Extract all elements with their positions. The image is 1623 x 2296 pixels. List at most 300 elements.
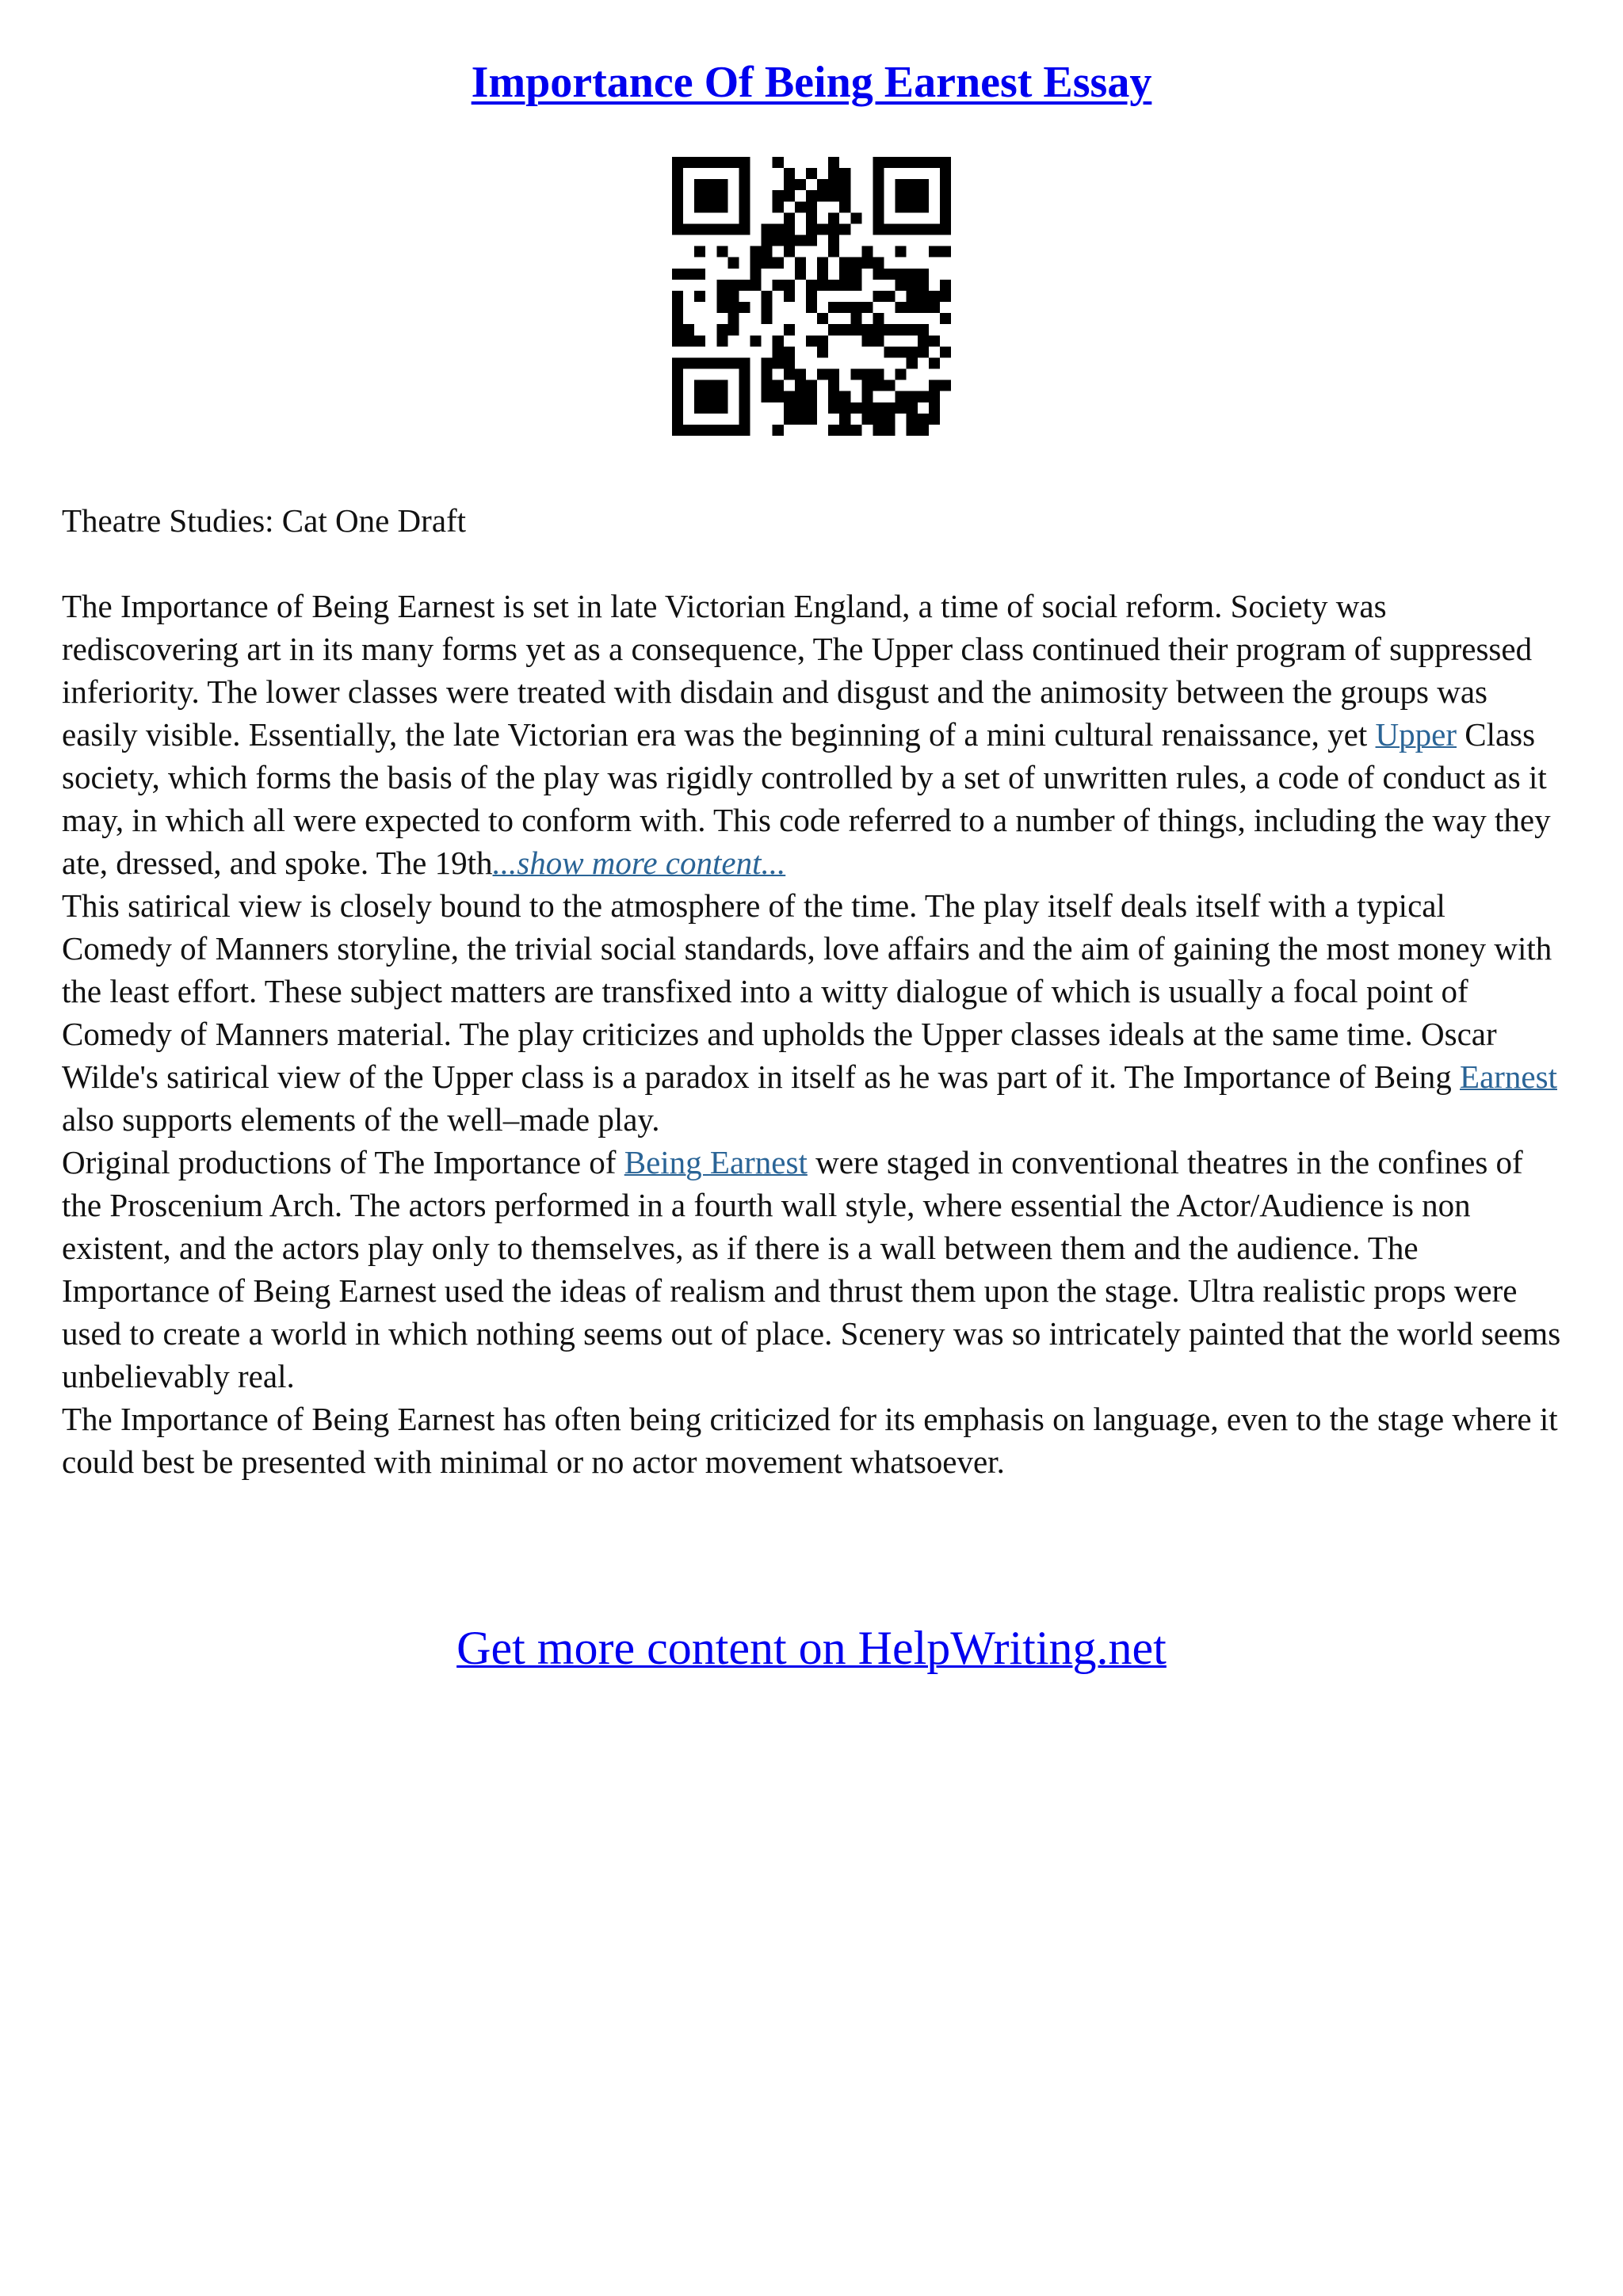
qr-module — [850, 425, 861, 436]
qr-module — [873, 414, 884, 425]
qr-module — [716, 190, 727, 201]
qr-module — [773, 425, 784, 436]
paragraph-4: The Importance of Being Earnest has often being criticized for its emphasis on language, even to the stage where it could best be presented with minimal or no actor movement whatsoever. — [62, 1401, 1558, 1480]
qr-module — [907, 391, 918, 402]
qr-module — [795, 269, 806, 280]
qr-module — [672, 380, 683, 391]
qr-module — [918, 391, 929, 402]
qr-module — [716, 246, 727, 257]
qr-module — [918, 157, 929, 168]
qr-module — [918, 346, 929, 357]
qr-module — [694, 357, 705, 368]
qr-module — [896, 157, 907, 168]
qr-module — [705, 380, 716, 391]
qr-module — [795, 414, 806, 425]
qr-module — [716, 223, 727, 235]
qr-module — [896, 391, 907, 402]
qr-module — [918, 223, 929, 235]
qr-module — [795, 257, 806, 269]
qr-module — [694, 380, 705, 391]
qr-module — [716, 402, 727, 414]
qr-module — [907, 414, 918, 425]
qr-module — [907, 402, 918, 414]
qr-module — [940, 291, 951, 302]
qr-module — [773, 157, 784, 168]
qr-module — [839, 391, 850, 402]
qr-module — [806, 223, 817, 235]
qr-module — [806, 302, 817, 313]
qr-module — [907, 302, 918, 313]
p3-text-b: were staged in conventional theatres in the confines of the Proscenium Arch. The actors performed in a fourth wall style, where essential the Actor/Audience is non existent, and the actors play only to themselves, as if there is a wall between them and the audience. The Importance of Being Earnest used the ideas of realism and thrust them upon the stage. Ultra realistic props were used to create a world in which nothing seems out of place. Scenery was so intricately painted that the world seems unbelievably real. — [62, 1144, 1561, 1394]
qr-module — [694, 391, 705, 402]
qr-module — [828, 190, 839, 201]
paragraph-2 — [62, 884, 1564, 1141]
qr-module — [784, 346, 795, 357]
qr-module — [907, 280, 918, 291]
qr-module — [727, 280, 739, 291]
qr-module — [907, 291, 918, 302]
qr-module — [884, 269, 896, 280]
qr-module — [806, 235, 817, 246]
qr-module — [907, 357, 918, 368]
qr-module — [896, 190, 907, 201]
qr-module — [873, 402, 884, 414]
qr-module — [828, 168, 839, 179]
qr-module — [727, 425, 739, 436]
qr-module — [727, 313, 739, 324]
qr-module — [828, 280, 839, 291]
qr-module — [929, 391, 940, 402]
qr-module — [884, 380, 896, 391]
qr-module — [716, 391, 727, 402]
qr-module — [762, 391, 773, 402]
qr-module — [896, 201, 907, 212]
qr-module — [929, 291, 940, 302]
qr-module — [672, 179, 683, 190]
qr-module — [896, 324, 907, 335]
qr-module — [773, 201, 784, 212]
qr-module — [716, 157, 727, 168]
qr-module — [773, 357, 784, 368]
qr-module — [896, 402, 907, 414]
qr-module — [884, 223, 896, 235]
qr-module — [839, 168, 850, 179]
qr-module — [795, 235, 806, 246]
qr-module — [683, 357, 694, 368]
qr-module — [918, 291, 929, 302]
qr-module — [896, 269, 907, 280]
qr-module — [716, 179, 727, 190]
qr-module — [716, 380, 727, 391]
qr-module — [716, 291, 727, 302]
qr-module — [940, 313, 951, 324]
qr-module — [795, 380, 806, 391]
upper-link[interactable]: Upper — [1375, 716, 1457, 753]
qr-module — [750, 269, 762, 280]
qr-module — [817, 179, 828, 190]
qr-module — [907, 223, 918, 235]
qr-module — [839, 425, 850, 436]
qr-module — [929, 223, 940, 235]
qr-module — [705, 190, 716, 201]
paragraph-3 — [62, 1141, 1564, 1398]
qr-module — [850, 269, 861, 280]
qr-module — [839, 257, 850, 269]
qr-module — [784, 291, 795, 302]
qr-module — [806, 335, 817, 346]
qr-module — [873, 324, 884, 335]
qr-module — [850, 212, 861, 223]
qr-module — [773, 335, 784, 346]
qr-module — [873, 380, 884, 391]
qr-module — [806, 212, 817, 223]
qr-module — [784, 324, 795, 335]
qr-module — [806, 402, 817, 414]
qr-module — [762, 291, 773, 302]
qr-module — [727, 157, 739, 168]
qr-module — [873, 190, 884, 201]
qr-module — [672, 391, 683, 402]
qr-module — [694, 246, 705, 257]
qr-module — [918, 201, 929, 212]
qr-module — [806, 291, 817, 302]
page-title — [0, 57, 1623, 108]
qr-module — [839, 324, 850, 335]
qr-module — [861, 402, 873, 414]
qr-module — [705, 402, 716, 414]
paragraph-1 — [62, 585, 1564, 884]
qr-module — [828, 380, 839, 391]
qr-module — [762, 257, 773, 269]
qr-module — [694, 190, 705, 201]
qr-module — [727, 302, 739, 313]
qr-module — [750, 335, 762, 346]
qr-module — [896, 246, 907, 257]
qr-module — [873, 335, 884, 346]
qr-module — [739, 201, 750, 212]
qr-module — [795, 201, 806, 212]
qr-module — [716, 335, 727, 346]
qr-module — [806, 414, 817, 425]
qr-module — [672, 223, 683, 235]
p1-text-a: The Importance of Being Earnest is set in late Victorian England, a time of social reform. Society was rediscovering art in its many forms yet as a consequence, The Upper class continued their program of suppressed inferiority. The lower classes were treated with disdain and disgust and the animosity between the groups was easily visible. Essentially, the late Victorian era was the beginning of a mini cultural renaissance, yet — [62, 588, 1533, 753]
qr-module — [739, 357, 750, 368]
qr-module — [739, 369, 750, 380]
qr-module — [806, 201, 817, 212]
qr-module — [784, 369, 795, 380]
qr-module — [739, 280, 750, 291]
qr-module — [861, 380, 873, 391]
qr-module — [739, 190, 750, 201]
qr-module — [873, 369, 884, 380]
qr-module — [929, 157, 940, 168]
qr-module — [861, 414, 873, 425]
qr-module — [873, 168, 884, 179]
qr-module — [784, 280, 795, 291]
qr-module — [884, 324, 896, 335]
qr-module — [861, 302, 873, 313]
qr-module — [828, 324, 839, 335]
qr-module — [739, 157, 750, 168]
qr-module — [817, 257, 828, 269]
qr-module — [727, 223, 739, 235]
qr-module — [739, 168, 750, 179]
qr-module — [672, 291, 683, 302]
qr-module — [784, 190, 795, 201]
qr-module — [784, 179, 795, 190]
qr-module — [694, 179, 705, 190]
qr-module — [839, 414, 850, 425]
qr-module — [940, 168, 951, 179]
qr-module — [839, 190, 850, 201]
qr-module — [727, 257, 739, 269]
qr-module — [828, 391, 839, 402]
qr-module — [694, 201, 705, 212]
qr-module — [873, 425, 884, 436]
qr-module — [828, 235, 839, 246]
qr-module — [873, 223, 884, 235]
qr-module — [750, 280, 762, 291]
qr-module — [918, 179, 929, 190]
qr-module — [795, 369, 806, 380]
qr-module — [705, 157, 716, 168]
qr-module — [828, 179, 839, 190]
qr-module — [773, 223, 784, 235]
qr-module — [817, 223, 828, 235]
qr-module — [762, 235, 773, 246]
qr-module — [940, 346, 951, 357]
qr-module — [850, 369, 861, 380]
qr-module — [762, 380, 773, 391]
qr-module — [896, 302, 907, 313]
qr-module — [773, 190, 784, 201]
qr-module — [727, 357, 739, 368]
qr-module — [694, 223, 705, 235]
qr-module — [773, 391, 784, 402]
qr-module — [762, 357, 773, 368]
qr-module — [817, 313, 828, 324]
qr-module — [762, 313, 773, 324]
qr-module — [839, 269, 850, 280]
qr-module — [739, 212, 750, 223]
qr-module — [940, 190, 951, 201]
qr-module — [739, 179, 750, 190]
qr-module — [795, 402, 806, 414]
qr-module — [716, 201, 727, 212]
qr-module — [672, 168, 683, 179]
qr-module — [828, 402, 839, 414]
qr-module — [884, 291, 896, 302]
qr-module — [828, 369, 839, 380]
qr-module — [929, 414, 940, 425]
qr-module — [694, 402, 705, 414]
qr-module — [817, 269, 828, 280]
qr-module — [672, 190, 683, 201]
qr-module — [940, 223, 951, 235]
qr-module — [762, 369, 773, 380]
qr-module — [907, 190, 918, 201]
qr-module — [739, 302, 750, 313]
qr-module — [861, 257, 873, 269]
qr-module — [672, 302, 683, 313]
qr-module — [940, 212, 951, 223]
qr-module — [672, 201, 683, 212]
qr-module — [784, 246, 795, 257]
qr-module — [839, 280, 850, 291]
qr-module — [896, 369, 907, 380]
qr-module — [861, 324, 873, 335]
qr-module — [716, 324, 727, 335]
qr-module — [896, 223, 907, 235]
qr-module — [784, 402, 795, 414]
qr-module — [873, 291, 884, 302]
qr-module — [873, 313, 884, 324]
qr-module — [773, 346, 784, 357]
qr-module — [828, 425, 839, 436]
qr-module — [850, 257, 861, 269]
qr-module — [672, 414, 683, 425]
qr-module — [884, 414, 896, 425]
qr-module — [817, 369, 828, 380]
qr-module — [918, 280, 929, 291]
qr-module — [940, 246, 951, 257]
qr-module — [806, 391, 817, 402]
qr-module — [750, 246, 762, 257]
qr-module — [940, 380, 951, 391]
qr-module — [850, 402, 861, 414]
qr-module — [672, 402, 683, 414]
qr-code-icon — [672, 157, 951, 436]
qr-module — [727, 324, 739, 335]
qr-module — [884, 402, 896, 414]
qr-module — [873, 157, 884, 168]
qr-module — [683, 157, 694, 168]
qr-module — [918, 414, 929, 425]
qr-module — [739, 391, 750, 402]
qr-module — [828, 302, 839, 313]
qr-module — [773, 257, 784, 269]
qr-module — [694, 335, 705, 346]
qr-module — [739, 380, 750, 391]
qr-module — [839, 179, 850, 190]
qr-module — [907, 157, 918, 168]
qr-module — [861, 369, 873, 380]
qr-module — [828, 157, 839, 168]
qr-module — [896, 346, 907, 357]
qr-module — [861, 335, 873, 346]
qr-module — [940, 280, 951, 291]
qr-module — [873, 269, 884, 280]
p2-text-b: also supports elements of the well–made play. — [62, 1101, 660, 1138]
qr-module — [839, 223, 850, 235]
qr-module — [762, 246, 773, 257]
earnest-link[interactable]: Earnest — [1460, 1058, 1557, 1095]
qr-module — [672, 324, 683, 335]
show-more-link[interactable]: ...show more content... — [492, 845, 786, 881]
title-link[interactable]: Importance Of Being Earnest Essay — [471, 58, 1152, 107]
qr-module — [683, 269, 694, 280]
qr-module — [850, 302, 861, 313]
qr-module — [762, 223, 773, 235]
qr-module — [896, 280, 907, 291]
qr-module — [907, 346, 918, 357]
qr-module — [672, 157, 683, 168]
qr-module — [918, 269, 929, 280]
qr-module — [918, 324, 929, 335]
qr-module — [873, 179, 884, 190]
being-earnest-link[interactable]: Being Earnest — [624, 1144, 808, 1180]
footer — [0, 1621, 1623, 1676]
qr-module — [850, 313, 861, 324]
qr-module — [929, 302, 940, 313]
qr-module — [839, 402, 850, 414]
qr-module — [839, 302, 850, 313]
qr-module — [828, 212, 839, 223]
qr-module — [716, 302, 727, 313]
qr-module — [850, 280, 861, 291]
qr-module — [828, 246, 839, 257]
qr-module — [773, 280, 784, 291]
qr-module — [795, 391, 806, 402]
qr-module — [773, 235, 784, 246]
get-more-content-link[interactable]: Get more content on HelpWriting.net — [456, 1622, 1167, 1674]
qr-module — [850, 324, 861, 335]
qr-module — [873, 257, 884, 269]
qr-module — [884, 425, 896, 436]
qr-module — [817, 335, 828, 346]
qr-module — [907, 425, 918, 436]
qr-module — [773, 380, 784, 391]
p1-text-b: Class society, which forms the basis of the play was rigidly controlled by a set of unwritten rules, a code of conduct as it may, in which all were expected to conform with. This code referred to a number of things, including the way they ate, dressed, and spoke. The 19th — [62, 716, 1551, 881]
qr-module — [940, 179, 951, 190]
qr-module — [884, 346, 896, 357]
qr-module — [683, 425, 694, 436]
qr-module — [940, 157, 951, 168]
qr-module — [873, 201, 884, 212]
qr-module — [784, 235, 795, 246]
qr-module — [795, 179, 806, 190]
qr-module — [705, 201, 716, 212]
qr-module — [672, 357, 683, 368]
qr-module — [672, 212, 683, 223]
qr-module — [705, 357, 716, 368]
qr-module — [683, 335, 694, 346]
qr-module — [907, 269, 918, 280]
qr-module — [716, 425, 727, 436]
qr-module — [739, 223, 750, 235]
qr-module — [739, 425, 750, 436]
qr-module — [705, 179, 716, 190]
qr-module — [705, 391, 716, 402]
qr-module — [705, 223, 716, 235]
qr-module — [694, 291, 705, 302]
qr-module — [762, 302, 773, 313]
p3-text-a: Original productions of The Importance of — [62, 1144, 624, 1180]
qr-module — [694, 425, 705, 436]
qr-module — [694, 269, 705, 280]
qr-module — [806, 168, 817, 179]
qr-module — [672, 369, 683, 380]
qr-module — [784, 391, 795, 402]
qr-module — [907, 201, 918, 212]
qr-module — [918, 335, 929, 346]
qr-module — [750, 257, 762, 269]
qr-module — [907, 324, 918, 335]
qr-module — [929, 402, 940, 414]
qr-module — [929, 246, 940, 257]
qr-module — [884, 157, 896, 168]
qr-module — [705, 425, 716, 436]
